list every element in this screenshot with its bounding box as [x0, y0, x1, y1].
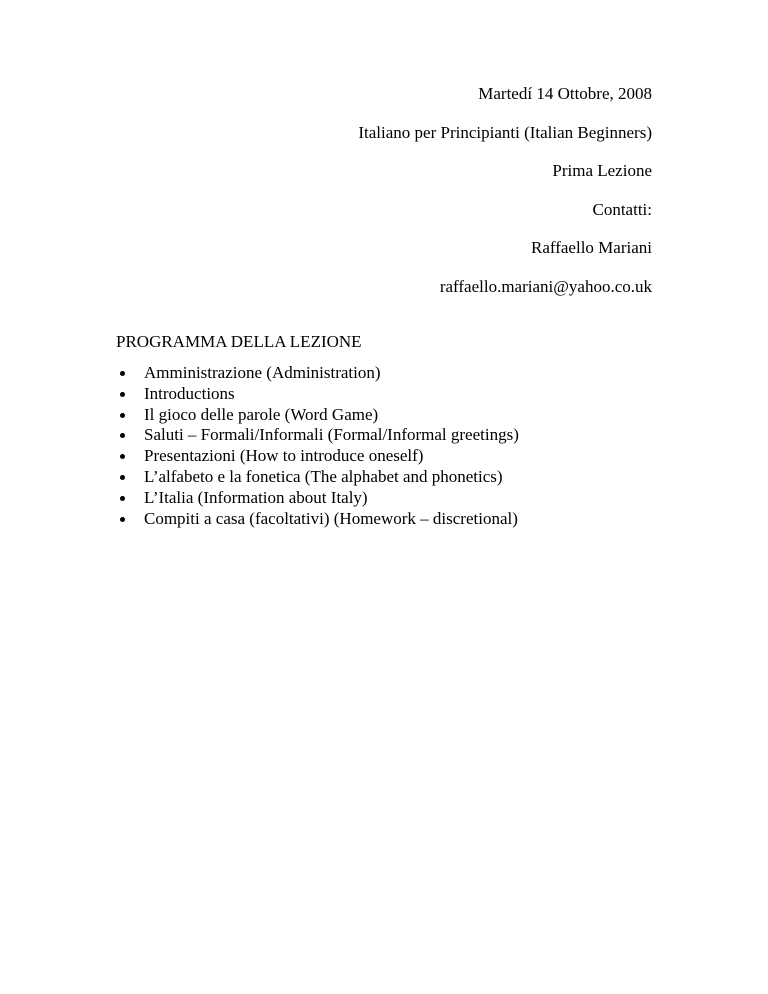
lesson-number: Prima Lezione: [552, 161, 652, 180]
bullet-icon: [120, 496, 125, 501]
lesson-header: [92, 84, 652, 315]
contacts-label: Contatti:: [592, 199, 652, 219]
program-heading: PROGRAMMA DELLA LEZIONE: [116, 332, 362, 351]
bullet-icon: [120, 517, 125, 522]
list-item-text: Compiti a casa (facoltativi) (Homework – discretional): [144, 508, 518, 528]
bullet-icon: [120, 371, 125, 376]
list-item: [116, 405, 519, 426]
teacher-name: Raffaello Mariani: [530, 238, 652, 257]
list-item-text: Presentazioni (How to introduce oneself): [144, 446, 424, 466]
bullet-icon: [120, 392, 125, 397]
lesson-date: Martedí 14 Ottobre, 2008: [478, 84, 652, 103]
list-item: [116, 488, 519, 509]
bullet-icon: [120, 454, 125, 459]
program-list: [116, 363, 519, 529]
bullet-icon: [120, 433, 125, 438]
list-item-text: Il gioco delle parole (Word Game): [144, 404, 379, 424]
list-item: [116, 425, 519, 446]
bullet-icon: [120, 475, 125, 480]
list-item: [116, 509, 519, 530]
list-item: [116, 467, 519, 488]
teacher-email: raffaello.mariani@yahoo.co.uk: [439, 276, 652, 296]
bullet-icon: [120, 413, 125, 418]
list-item-text: Saluti – Formali/Informali (Formal/Informal greetings): [144, 425, 519, 445]
list-item-text: L’Italia (Information about Italy): [144, 487, 368, 507]
list-item-text: L’alfabeto e la fonetica (The alphabet and phonetics): [144, 466, 503, 486]
list-item-text: Introductions: [144, 383, 235, 403]
list-item: [116, 446, 519, 467]
list-item: [116, 384, 519, 405]
course-title: Italiano per Principianti (Italian Beginners): [358, 122, 652, 142]
list-item: [116, 363, 519, 384]
list-item-text: Amministrazione (Administration): [144, 363, 381, 382]
